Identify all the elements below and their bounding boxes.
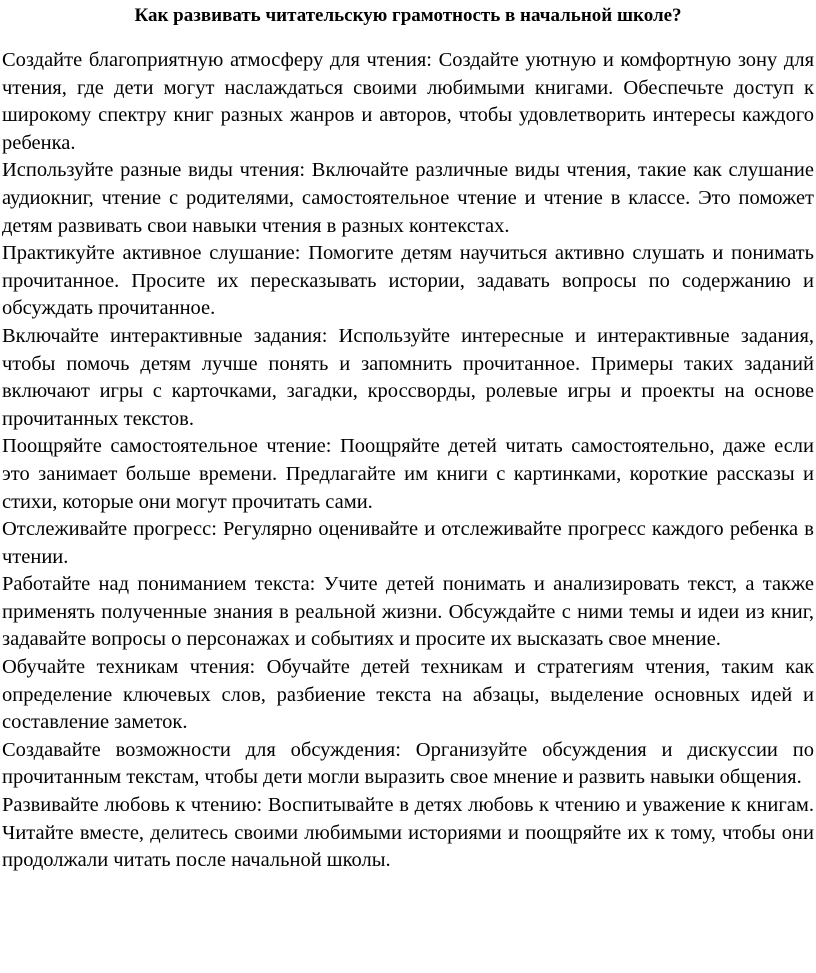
paragraph-track-progress: Отслеживайте прогресс: Регулярно оценивайте и отслеживайте прогресс каждого ребенка в чтении. — [2, 518, 814, 568]
paragraph-interactive-tasks: Включайте интерактивные задания: Используйте интересные и интерактивные задания, чтобы помочь детям лучше понять и запомнить прочитанное. Примеры таких заданий включают игры с карточками, загадки, кроссворды, ролевые игры и проекты на основе прочитанных текстов. — [2, 324, 814, 430]
paragraph-reading-types: Используйте разные виды чтения: Включайте различные виды чтения, такие как слушание аудиокниг, чтение с родителями, самостоятельное чтение и чтение в классе. Это поможет детям развивать свои навыки чтения в разных контекстах. — [2, 159, 814, 237]
paragraph-independent-reading: Поощряйте самостоятельное чтение: Поощряйте детей читать самостоятельно, даже если это занимает больше времени. Предлагайте им книги с картинками, короткие рассказы и стихи, которые они могут прочитать сами. — [2, 435, 814, 513]
paragraph-discussion-opportunities: Создавайте возможности для обсуждения: Организуйте обсуждения и дискуссии по прочитанным текстам, чтобы дети могли выразить свое мнение и развить навыки общения. — [2, 738, 814, 789]
paragraph-love-of-reading: Развивайте любовь к чтению: Воспитывайте в детях любовь к чтению и уважение к книгам. Читайте вместе, делитесь своими любимыми историями и поощряйте их к тому, чтобы они продолжали читать после начальной школы. — [2, 794, 814, 872]
paragraph-reading-techniques: Обучайте техникам чтения: Обучайте детей техникам и стратегиям чтения, таким как определение ключевых слов, разбиение текста на абзацы, выделение основных идей и составление заметок. — [2, 656, 814, 734]
paragraph-reading-atmosphere: Создайте благоприятную атмосферу для чтения: Создайте уютную и комфортную зону для чтения, где дети могут наслаждаться своими любимыми книгами. Обеспечьте доступ к широкому спектру книг разных жанров и авторов, чтобы удовлетворить интересы каждого ребенка. — [2, 49, 814, 154]
paragraph-active-listening: Практикуйте активное слушание: Помогите детям научиться активно слушать и понимать прочитанное. Просите их пересказывать истории, задавать вопросы по содержанию и обсуждать прочитанное. — [2, 242, 814, 320]
paragraph-text-comprehension: Работайте над пониманием текста: Учите детей понимать и анализировать текст, а также применять полученные знания в реальной жизни. Обсуждайте с ними темы и идеи из книг, задавайте вопросы о персонажах и событиях и просите их высказать свое мнение. — [2, 573, 814, 651]
document-title: Как развивать читательскую грамотность в начальной школе? — [134, 5, 682, 26]
